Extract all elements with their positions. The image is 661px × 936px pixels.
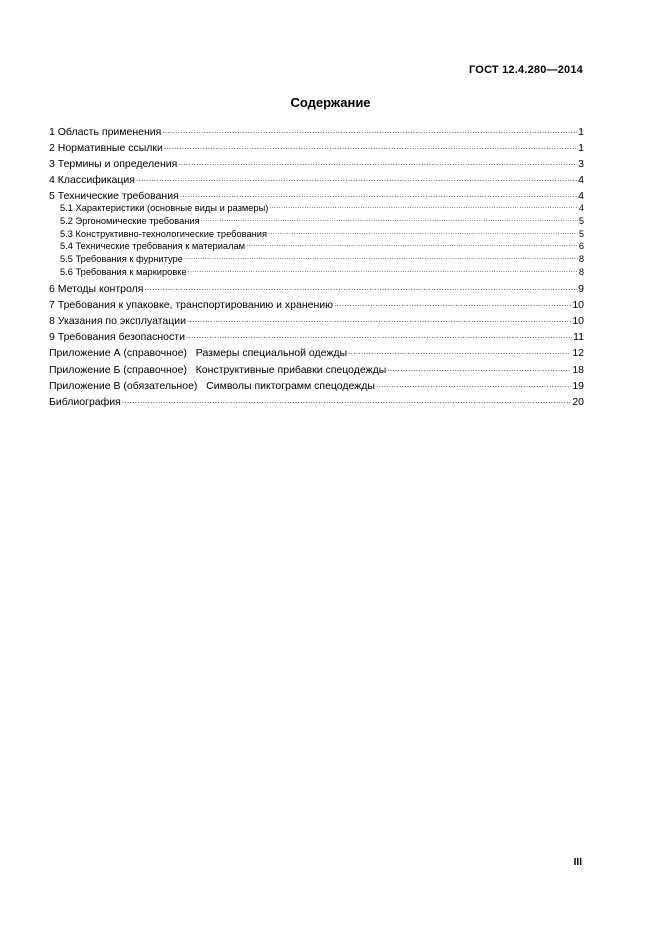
toc-entry-label: 9 Требования безопасности xyxy=(49,331,185,344)
toc-entry-label: 1 Область применения xyxy=(49,125,162,138)
toc-entry-page: 5 xyxy=(578,215,584,226)
toc-entry[interactable] xyxy=(49,281,584,297)
toc-leader-dots xyxy=(188,265,578,274)
toc-entry-page: 4 xyxy=(578,174,584,187)
toc-leader-dots xyxy=(178,156,577,167)
toc-entry-label: 6 Методы контроля xyxy=(49,282,144,295)
toc-subentry[interactable] xyxy=(49,202,584,215)
toc-entry[interactable] xyxy=(49,156,584,172)
toc-entry-label: Приложение В (обязательное) Символы пиктограмм спецодежды xyxy=(49,379,375,392)
toc-leader-dots xyxy=(348,346,571,357)
toc-entry-label: 5.4 Технические требования к материалам xyxy=(60,241,246,252)
toc-leader-dots xyxy=(180,189,577,200)
toc-entry-label: Приложение А (справочное) Размеры специальной одежды xyxy=(49,347,348,360)
toc-leader-dots xyxy=(246,240,578,249)
toc-entry-page: 11 xyxy=(573,331,584,344)
table-of-contents xyxy=(49,124,584,411)
toc-entry[interactable] xyxy=(49,140,584,156)
toc-leader-dots xyxy=(144,281,577,292)
toc-leader-dots xyxy=(376,378,571,389)
toc-entry-page: 1 xyxy=(578,141,584,154)
toc-entry[interactable] xyxy=(49,346,584,362)
toc-leader-dots xyxy=(184,253,578,262)
toc-entry-page: 9 xyxy=(578,282,584,295)
toc-leader-dots xyxy=(122,394,571,405)
toc-entry-label: Библиография xyxy=(49,395,121,408)
toc-subentry[interactable] xyxy=(49,227,584,240)
toc-subentry[interactable] xyxy=(49,240,584,253)
toc-entry-label: 5.5 Требования к фурнитуре xyxy=(60,253,183,264)
toc-subentry[interactable] xyxy=(49,253,584,266)
toc-leader-dots xyxy=(136,173,577,184)
toc-entry-label: 4 Классификация xyxy=(49,174,135,187)
toc-entry-label: 2 Нормативные ссылки xyxy=(49,141,163,154)
toc-entry-label: 8 Указания по эксплуатации xyxy=(49,314,187,327)
toc-leader-dots xyxy=(164,140,577,151)
page-number: III xyxy=(573,857,582,868)
toc-entry-label: 7 Требования к упаковке, транспортированию и хранению xyxy=(49,298,334,311)
toc-entry-page: 8 xyxy=(578,266,584,277)
toc-entry[interactable] xyxy=(49,124,584,140)
toc-entry-page: 12 xyxy=(572,347,584,360)
toc-entry[interactable] xyxy=(49,297,584,313)
toc-subentry[interactable] xyxy=(49,215,584,228)
toc-entry[interactable] xyxy=(49,313,584,329)
toc-entry-label: 3 Термины и определения xyxy=(49,157,178,170)
toc-entry[interactable] xyxy=(49,362,584,378)
toc-entry-page: 8 xyxy=(578,253,584,264)
toc-entry-page: 1 xyxy=(578,125,584,138)
toc-entry-page: 20 xyxy=(572,395,584,408)
document-header: ГОСТ 12.4.280—2014 xyxy=(469,64,583,76)
toc-entry-label: 5.1 Характеристики (основные виды и размеры) xyxy=(60,203,269,214)
toc-entry-label: 5.6 Требования к маркировке xyxy=(60,266,187,277)
toc-entry-label: 5.2 Эргономические требования xyxy=(60,215,200,226)
toc-entry[interactable] xyxy=(49,378,584,394)
toc-entry-label: 5 Технические требования xyxy=(49,190,179,203)
toc-entry-label: Приложение Б (справочное) Конструктивные прибавки спецодежды xyxy=(49,363,387,376)
toc-entry-page: 4 xyxy=(578,190,584,203)
toc-entry-label: 5.3 Конструктивно-технологические требования xyxy=(60,228,267,239)
toc-leader-dots xyxy=(187,313,571,324)
toc-leader-dots xyxy=(201,215,578,224)
toc-entry-page: 10 xyxy=(572,314,584,327)
toc-entry-page: 18 xyxy=(572,363,584,376)
toc-subentry[interactable] xyxy=(49,265,584,278)
toc-leader-dots xyxy=(162,124,577,135)
toc-entry-page: 4 xyxy=(578,203,584,214)
toc-entry-page: 19 xyxy=(572,379,584,392)
page-title: Содержание xyxy=(290,95,371,110)
toc-entry[interactable] xyxy=(49,394,584,410)
toc-entry-page: 6 xyxy=(578,241,584,252)
toc-entry[interactable] xyxy=(49,330,584,346)
toc-leader-dots xyxy=(269,202,577,211)
toc-entry-page: 3 xyxy=(578,157,584,170)
toc-leader-dots xyxy=(268,227,578,236)
toc-entry-page: 10 xyxy=(572,298,584,311)
toc-entry[interactable] xyxy=(49,173,584,189)
toc-leader-dots xyxy=(334,297,571,308)
toc-leader-dots xyxy=(186,330,572,341)
toc-leader-dots xyxy=(387,362,571,373)
toc-entry-page: 5 xyxy=(578,228,584,239)
